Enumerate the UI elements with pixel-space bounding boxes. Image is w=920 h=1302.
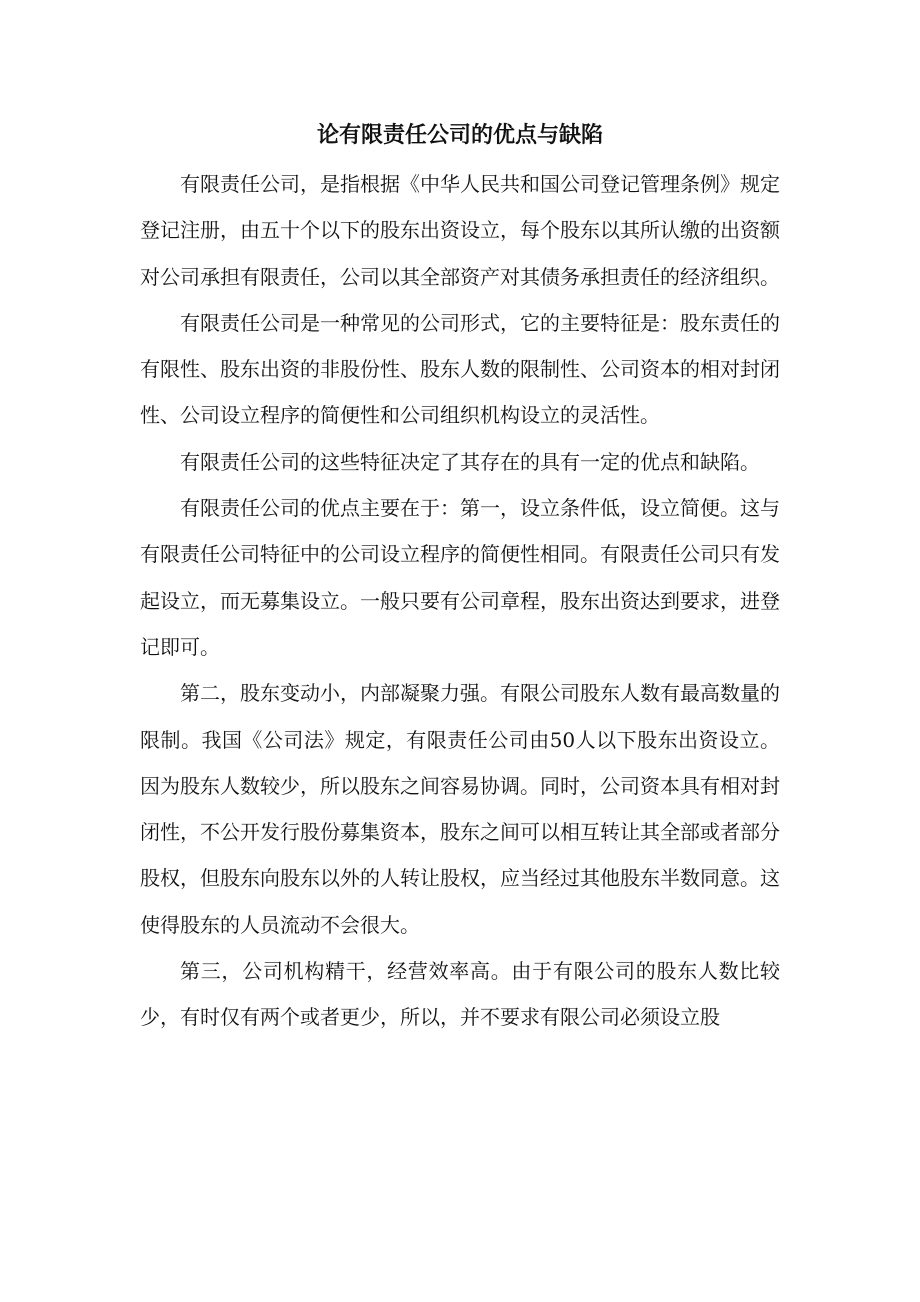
- paragraph-advantage-1: 有限责任公司的优点主要在于：第一，设立条件低，设立简便。这与有限责任公司特征中的公司设立程序的简便性相同。有限责任公司只有发起设立，而无募集设立。一般只要有公司章程，股东出资达到要求，进登记即可。: [140, 496, 780, 659]
- page-title: 论有限责任公司的优点与缺陷: [316, 123, 603, 148]
- paragraph-features: 有限责任公司是一种常见的公司形式，它的主要特征是：股东责任的有限性、股东出资的非股份性、股东人数的限制性、公司资本的相对封闭性、公司设立程序的简便性和公司组织机构设立的灵活性。: [140, 310, 780, 428]
- paragraph-advantage-3: 第三，公司机构精干，经营效率高。由于有限公司的股东人数比较少，有时仅有两个或者更少，所以，并不要求有限公司必须设立股: [140, 959, 780, 1030]
- document-body: [140, 161, 780, 1041]
- paragraph-transition: 有限责任公司的这些特征决定了其存在的具有一定的优点和缺陷。: [180, 449, 760, 474]
- paragraph-definition: 有限责任公司，是指根据《中华人民共和国公司登记管理条例》规定登记注册，由五十个以下的股东出资设立，每个股东以其所认缴的出资额对公司承担有限责任，公司以其全部资产对其债务承担责任的经济组织。: [140, 172, 780, 289]
- paragraph-advantage-2: 第二，股东变动小，内部凝聚力强。有限公司股东人数有最高数量的限制。我国《公司法》规定，有限责任公司由50人以下股东出资设立。因为股东人数较少，所以股东之间容易协调。同时，公司资本具有相对封闭性，不公开发行股份募集资本，股东之间可以相互转让其全部或者部分股权，但股东向股东以外的人转让股权，应当经过其他股东半数同意。这使得股东的人员流动不会很大。: [140, 681, 780, 937]
